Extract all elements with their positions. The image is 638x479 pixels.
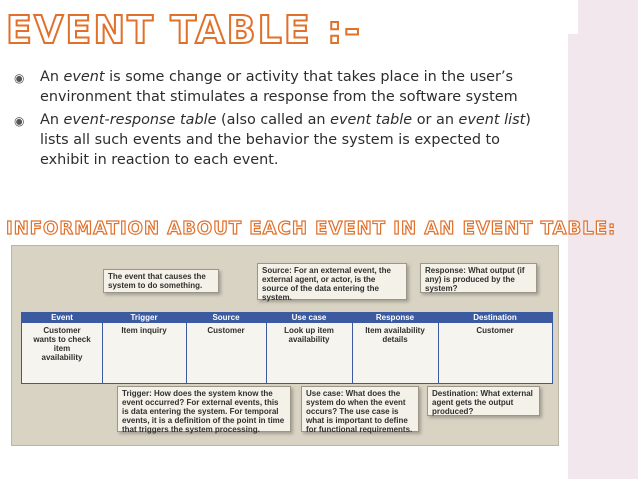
column-header: Destination [473, 313, 517, 322]
table-cell: Customer [207, 326, 245, 335]
event-table [21, 312, 553, 384]
event-table-figure [11, 245, 559, 446]
bullet-item [14, 110, 534, 170]
bullet-item [14, 67, 534, 107]
table-divider [186, 313, 187, 383]
slide-title: EVENT TABLE :- [6, 8, 362, 52]
bullet-icon: ◉ [14, 71, 25, 85]
bullet-icon: ◉ [14, 114, 25, 128]
table-cell: Item inquiry [121, 326, 167, 335]
callout-source: Source: For an external event, the external agent, or actor, is the source of the data entering the system. [257, 263, 407, 300]
table-divider [266, 313, 267, 383]
column-header: Use case [291, 313, 327, 322]
bullet-text: An event-response table (also called an event table or an event list) lists all such events and the behavior the system is expected to exhibit in reaction to each event. [40, 112, 531, 168]
callout-trigger: Trigger: How does the system know the event occurred? For external events, this is data entering the system. For temporal events, it is a definition of the point in time that triggers the system processing. [117, 386, 291, 432]
bullet-list [14, 67, 534, 173]
table-cell: Item availability details [365, 326, 425, 344]
callout-destination: Destination: What external agent gets the output produced? [427, 386, 540, 416]
table-cell: Look up item availability [284, 326, 334, 344]
table-divider [438, 313, 439, 383]
sidebar-tab [568, 0, 578, 34]
column-header: Trigger [130, 313, 158, 322]
table-divider [352, 313, 353, 383]
column-header: Event [51, 313, 73, 322]
column-header: Source [212, 313, 240, 322]
table-cell: Customer [476, 326, 514, 335]
callout-response: Response: What output (if any) is produced by the system? [420, 263, 537, 293]
section-heading: INFORMATION ABOUT EACH EVENT IN AN EVENT TABLE: [6, 218, 617, 239]
column-header: Response [375, 313, 415, 322]
sidebar-panel [568, 0, 638, 479]
callout-usecase: Use case: What does the system do when the event occurs? The use case is what is important to define for functional requirements. [301, 386, 419, 432]
callout-event: The event that causes the system to do something. [103, 269, 219, 293]
table-cell: Customer wants to check item availability [33, 326, 91, 362]
table-divider [102, 313, 103, 383]
bullet-text: An event is some change or activity that takes place in the user’s environment that stimulates a response from the software system [40, 69, 518, 105]
